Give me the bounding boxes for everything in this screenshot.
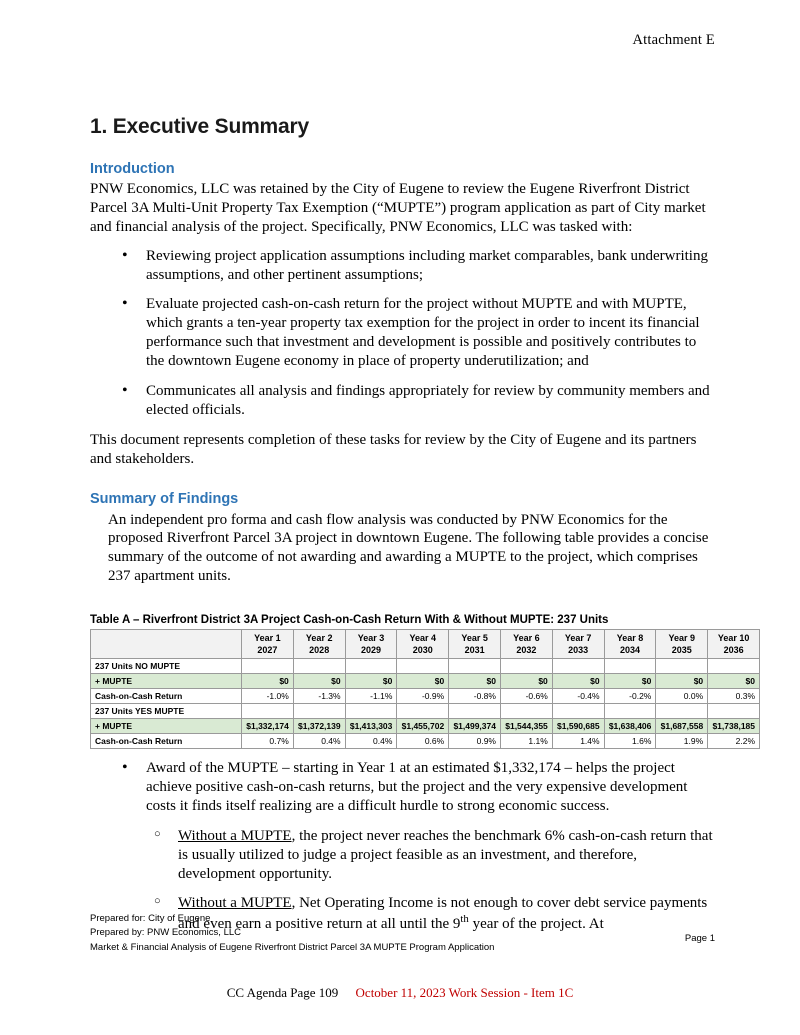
column-label: Year 7 — [564, 633, 592, 644]
cell: -1.3% — [293, 689, 345, 704]
cell: 0.0% — [656, 689, 708, 704]
page-title: 1. Executive Summary — [90, 115, 309, 138]
cell: $0 — [656, 674, 708, 689]
cell — [397, 704, 449, 719]
cell: -0.6% — [500, 689, 552, 704]
column-label: Year 3 — [357, 633, 385, 644]
column-header — [708, 630, 760, 659]
cell — [242, 704, 294, 719]
cell: 1.9% — [656, 734, 708, 749]
column-header — [345, 630, 397, 659]
cell — [656, 704, 708, 719]
table-body — [91, 659, 760, 749]
column-label: Year 6 — [513, 633, 540, 644]
cell: $0 — [604, 674, 656, 689]
cell: $0 — [345, 674, 397, 689]
cell: $1,638,406 — [604, 719, 656, 734]
column-header — [242, 630, 294, 659]
cell — [242, 659, 294, 674]
list-item: • Reviewing project application assumptions including market comparables, bank underwriting assumptions, and other pertinent assumptions; — [90, 247, 715, 285]
column-year: 2027 — [257, 645, 278, 656]
column-year: 2029 — [360, 645, 381, 656]
table-row — [91, 674, 760, 689]
cell — [345, 704, 397, 719]
cell: $0 — [552, 674, 604, 689]
cell: $1,590,685 — [552, 719, 604, 734]
cell: $1,455,702 — [397, 719, 449, 734]
column-header — [449, 630, 501, 659]
introduction-bullet-list — [90, 247, 715, 420]
column-label: Year 2 — [305, 633, 333, 644]
column-label: Year 5 — [461, 633, 488, 644]
cell: 0.9% — [449, 734, 501, 749]
cell: 0.6% — [397, 734, 449, 749]
column-header — [397, 630, 449, 659]
cell — [345, 659, 397, 674]
column-header — [552, 630, 604, 659]
cell: -1.1% — [345, 689, 397, 704]
column-label: Year 8 — [616, 633, 644, 644]
row-label: + MUPTE — [91, 719, 242, 734]
table-row — [91, 704, 760, 719]
footer-prepared-by: Prepared by: PNW Economics, LLC — [90, 927, 242, 939]
column-year: 2036 — [723, 645, 744, 656]
table-head — [91, 630, 760, 659]
cell — [293, 659, 345, 674]
findings-paragraph: An independent pro forma and cash flow analysis was conducted by PNW Economics for the proposed Riverfront Parcel 3A project in downtown Eugene. The following table provides a concise summary of the outcome of not awarding and awarding a MUPTE to the project, which comprises 237 apartment units. — [108, 511, 709, 585]
agenda-bottom-bar — [0, 985, 800, 1001]
cell — [604, 704, 656, 719]
row-label: Cash-on-Cash Return — [91, 734, 242, 749]
cell: -0.9% — [397, 689, 449, 704]
cell: 0.4% — [345, 734, 397, 749]
page-content — [90, 24, 755, 944]
cell — [552, 659, 604, 674]
cell — [449, 659, 501, 674]
cell — [500, 659, 552, 674]
column-header — [604, 630, 656, 659]
sub-bullet-text: , the project never reaches the benchmark 6% cash-on-cash return that is usually utilized to judge a project feasible as an investment, and therefore, development opportunity. — [178, 828, 713, 882]
column-year: 2031 — [464, 645, 485, 656]
column-year: 2034 — [619, 645, 640, 656]
column-label: Year 9 — [668, 633, 696, 644]
cell: $0 — [500, 674, 552, 689]
cell: 0.4% — [293, 734, 345, 749]
cell — [708, 704, 760, 719]
cell: $0 — [397, 674, 449, 689]
cell — [552, 704, 604, 719]
row-label: + MUPTE — [91, 674, 242, 689]
cell: 2.2% — [708, 734, 760, 749]
row-label: 237 Units NO MUPTE — [91, 659, 242, 674]
agenda-page-label: CC Agenda Page 109 — [226, 985, 339, 1000]
cell — [449, 704, 501, 719]
cell: $1,544,355 — [500, 719, 552, 734]
footer-page-number: Page 1 — [684, 933, 715, 944]
table-header-row — [91, 630, 760, 659]
cell: $1,332,174 — [242, 719, 294, 734]
cell: $0 — [708, 674, 760, 689]
cell: $1,738,185 — [708, 719, 760, 734]
cell: -0.4% — [552, 689, 604, 704]
row-label: Cash-on-Cash Return — [91, 689, 242, 704]
column-header — [656, 630, 708, 659]
section-heading-introduction: Introduction — [90, 161, 175, 177]
cell — [397, 659, 449, 674]
work-session-label: October 11, 2023 Work Session - Item 1C — [355, 985, 574, 1000]
cell — [604, 659, 656, 674]
cell: $0 — [293, 674, 345, 689]
findings-bullet-list — [90, 759, 715, 816]
section-heading-findings: Summary of Findings — [90, 490, 239, 507]
column-year: 2032 — [516, 645, 537, 656]
list-item: • Communicates all analysis and findings appropriately for review by community members and elected officials. — [90, 382, 715, 420]
sub-bullet-text-tail: year of the project. At — [468, 915, 604, 932]
column-label: Year 1 — [254, 633, 281, 644]
column-year: 2035 — [671, 645, 692, 656]
cell — [500, 704, 552, 719]
cell: -0.8% — [449, 689, 501, 704]
list-item — [90, 827, 715, 884]
cell — [708, 659, 760, 674]
table-row — [91, 689, 760, 704]
cell: 0.7% — [242, 734, 294, 749]
cell: $1,413,303 — [345, 719, 397, 734]
page-footer — [90, 912, 715, 955]
sub-bullet-text: , Net Operating Income is not enough to cover debt service payments and even earn a positive return at all until the 9 — [178, 894, 708, 932]
table-row — [91, 659, 760, 674]
column-header — [500, 630, 552, 659]
ordinal-suffix: th — [460, 912, 469, 925]
cell: $0 — [242, 674, 294, 689]
attachment-label: Attachment E — [632, 32, 715, 48]
sub-bullet-underline: Without a MUPTE — [178, 894, 292, 911]
cell: 0.3% — [708, 689, 760, 704]
introduction-paragraph: PNW Economics, LLC was retained by the City of Eugene to review the Eugene Riverfront District Parcel 3A Multi-Unit Property Tax Exemption (“MUPTE”) program application as part of City market and financial analysis of the project. Specifically, PNW Economics, LLC was tasked with: — [90, 181, 706, 235]
cell — [656, 659, 708, 674]
cell: $0 — [449, 674, 501, 689]
cell: -1.0% — [242, 689, 294, 704]
list-item: • Award of the MUPTE – starting in Year 1 at an estimated $1,332,174 – helps the project achieve positive cash-on-cash returns, but the project and the very expensive development costs it finds itself realizing are a difficult hurdle to strong economic success. — [90, 759, 715, 816]
column-header — [293, 630, 345, 659]
cell: 1.4% — [552, 734, 604, 749]
row-label: 237 Units YES MUPTE — [91, 704, 242, 719]
table-row — [91, 719, 760, 734]
column-year: 2028 — [309, 645, 330, 656]
cell: $1,499,374 — [449, 719, 501, 734]
column-year: 2033 — [568, 645, 589, 656]
cell: $1,687,558 — [656, 719, 708, 734]
table-corner-cell — [91, 630, 242, 659]
table-row — [91, 734, 760, 749]
list-item: • Evaluate projected cash-on-cash return for the project without MUPTE and with MUPTE, which grants a ten-year property tax exemption for the project in order to incent its financial performance such that investment and development is possible and positively contributes to the downtown Eugene economy in place of property underutilization; and — [90, 295, 715, 371]
column-label: Year 10 — [717, 633, 750, 644]
cell: -0.2% — [604, 689, 656, 704]
sub-bullet-underline: Without a MUPTE — [178, 828, 292, 845]
footer-prepared-for: Prepared for: City of Eugene — [90, 913, 211, 924]
cell: $1,372,139 — [293, 719, 345, 734]
cell: 1.1% — [500, 734, 552, 749]
footer-document-subtitle: Market & Financial Analysis of Eugene Riverfront District Parcel 3A MUPTE Program Application — [90, 941, 495, 953]
cash-on-cash-table — [90, 629, 760, 749]
cell — [293, 704, 345, 719]
column-year: 2030 — [412, 645, 433, 656]
column-label: Year 4 — [409, 633, 437, 644]
introduction-closing-paragraph: This document represents completion of these tasks for review by the City of Eugene and its partners and stakeholders. — [90, 431, 697, 467]
table-caption: Table A – Riverfront District 3A Project Cash-on-Cash Return With & Without MUPTE: 237 Units — [90, 614, 609, 627]
cell: 1.6% — [604, 734, 656, 749]
